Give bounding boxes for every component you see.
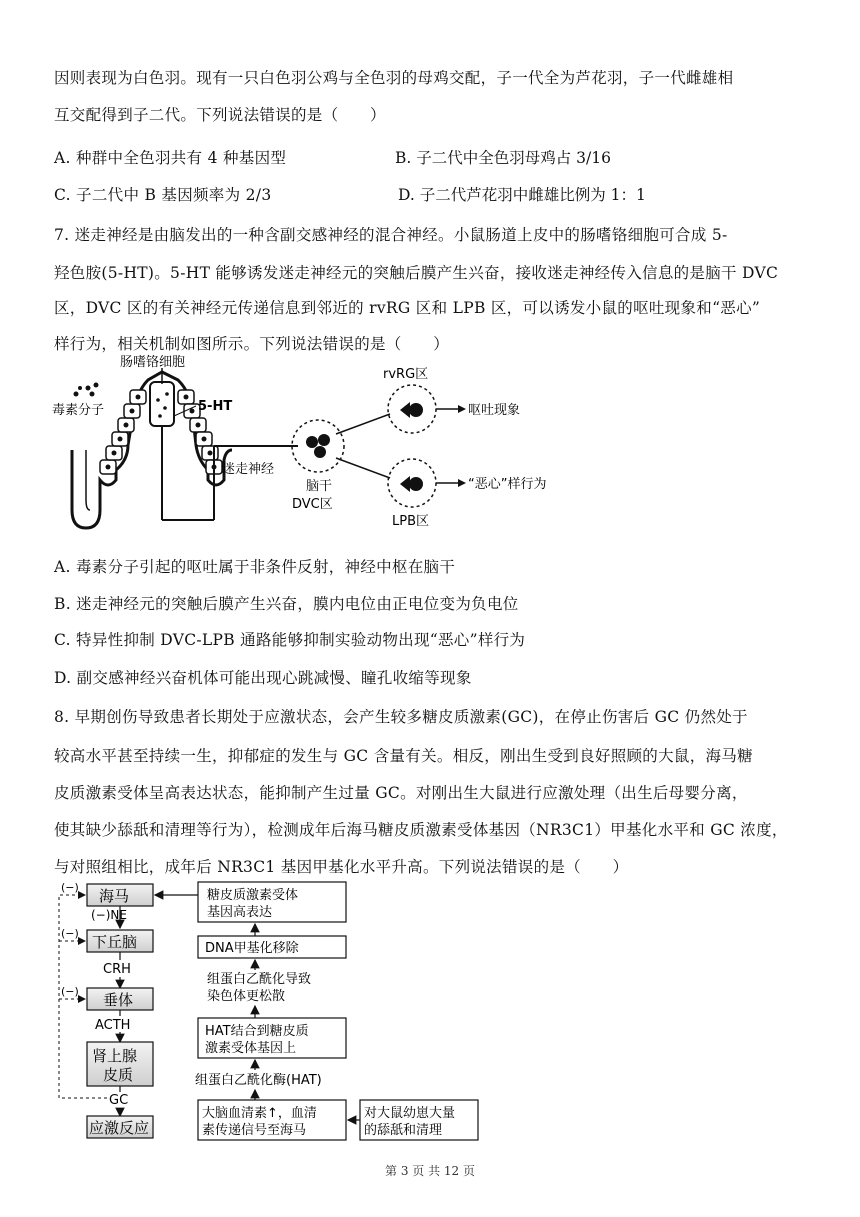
label-rvrg: rvRG区 bbox=[383, 367, 429, 382]
r4a-label: HAT结合到糖皮质 bbox=[205, 1024, 309, 1039]
neg-ne-label: (−)NE bbox=[91, 908, 127, 922]
q7-line-2: 羟色胺(5-HT)。5-HT 能够诱发迷走神经元的突触后膜产生兴奋，接收迷走神经传入信息的是脑干 DVC bbox=[54, 264, 779, 282]
q7-line-3: 区，DVC 区的有关神经元传递信息到邻近的 rvRG 区和 LPB 区，可以诱发小鼠的呕吐现象和“恶心” bbox=[54, 299, 761, 317]
r4b-label: 激素受体基因上 bbox=[205, 1041, 297, 1056]
label-lpb: LPB区 bbox=[392, 514, 430, 529]
label-vomiting: 呕吐现象 bbox=[468, 403, 521, 418]
q8-line-4: 使其缺少舔舐和清理等行为），检测成年后海马糖皮质激素受体基因（NR3C1）甲基化水平和 GC 浓度， bbox=[54, 821, 788, 839]
r3b-label: 染色体更松散 bbox=[207, 989, 286, 1004]
hypothalamus-label: 下丘脑 bbox=[92, 933, 138, 951]
gc-label: GC bbox=[109, 1093, 129, 1108]
r7a-label: 对大鼠幼崽大量 bbox=[364, 1106, 456, 1121]
q8-line-1: 8. 早期创伤导致患者长期处于应激状态，会产生较多糖皮质激素(GC)，在停止伤害后 GC 仍然处于 bbox=[54, 708, 748, 726]
toxin-dots-icon bbox=[74, 383, 99, 397]
acth-label: ACTH bbox=[95, 1018, 131, 1033]
label-dvc: DVC区 bbox=[292, 497, 333, 512]
adrenal-label-1: 肾上腺 bbox=[92, 1047, 138, 1065]
label-5ht: 5-HT bbox=[198, 399, 233, 414]
q7-line-1: 7. 迷走神经是由脑发出的一种含副交感神经的混合神经。小鼠肠道上皮中的肠嗜铬细胞可合成 5- bbox=[54, 226, 728, 244]
neg-label-1: (−) bbox=[61, 881, 79, 894]
r1a-label: 糖皮质激素受体 bbox=[207, 888, 299, 903]
q7-option-d: D. 副交感神经兴奋机体可能出现心跳减慢、瞳孔收缩等现象 bbox=[54, 669, 472, 687]
q8-figure bbox=[55, 880, 485, 1142]
q7-option-a: A. 毒素分子引起的呕吐属于非条件反射，神经中枢在脑干 bbox=[54, 558, 456, 576]
label-enterochromaffin-cells: 肠嗜铬细胞 bbox=[120, 355, 186, 370]
neg-label-3: (−) bbox=[61, 985, 79, 998]
r2-label: DNA甲基化移除 bbox=[205, 941, 299, 956]
q7-figure bbox=[50, 350, 610, 540]
q6-option-b: B. 子二代中全色羽母鸡占 3/16 bbox=[395, 149, 611, 167]
label-vagus-nerve: 迷走神经 bbox=[222, 462, 275, 477]
r5-label: 组蛋白乙酰化酶(HAT) bbox=[195, 1073, 322, 1088]
r1b-label: 基因高表达 bbox=[207, 905, 273, 920]
crh-label: CRH bbox=[103, 962, 131, 977]
q6-option-a: A. 种群中全色羽共有 4 种基因型 bbox=[54, 149, 287, 167]
r6b-label: 素传递信号至海马 bbox=[202, 1123, 307, 1138]
q7-line-4: 样行为，相关机制如图所示。下列说法错误的是（ ） bbox=[54, 335, 450, 353]
adrenal-label-2: 皮质 bbox=[103, 1066, 134, 1084]
q6-line-1: 因则表现为白色羽。现有一只白色羽公鸡与全色羽的母鸡交配，子一代全为芦花羽，子一代雌雄相 bbox=[54, 69, 734, 87]
q8-line-2: 较高水平甚至持续一生，抑郁症的发生与 GC 含量有关。相反，刚出生受到良好照顾的大鼠，海马糖 bbox=[54, 747, 753, 765]
r6a-label: 大脑血清素↑，血清 bbox=[202, 1106, 317, 1121]
label-nausea: “恶心”样行为 bbox=[468, 477, 547, 492]
q6-option-d: D. 子二代芦花羽中雌雄比例为 1：1 bbox=[398, 186, 646, 204]
q7-option-b: B. 迷走神经元的突触后膜产生兴奋，膜内电位由正电位变为负电位 bbox=[54, 595, 519, 613]
q6-line-2: 互交配得到子二代。下列说法错误的是（ ） bbox=[54, 106, 386, 124]
neg-label-2: (−) bbox=[61, 927, 79, 940]
pituitary-label: 垂体 bbox=[103, 991, 134, 1009]
label-brainstem: 脑干 bbox=[306, 479, 333, 494]
q8-line-3: 皮质激素受体呈高表达状态，能抑制产生过量 GC。对刚出生大鼠进行应激处理（出生后母婴分离， bbox=[54, 784, 748, 802]
q7-option-c: C. 特异性抑制 DVC-LPB 通路能够抑制实验动物出现“恶心”样行为 bbox=[54, 631, 526, 649]
hippocampus-label: 海马 bbox=[99, 887, 130, 905]
q6-option-c: C. 子二代中 B 基因频率为 2/3 bbox=[54, 186, 272, 204]
q8-line-5: 与对照组相比，成年后 NR3C1 基因甲基化水平升高。下列说法错误的是（ ） bbox=[54, 858, 629, 876]
stress-response-label: 应激反应 bbox=[89, 1119, 150, 1137]
r7b-label: 的舔舐和清理 bbox=[364, 1123, 443, 1138]
page-footer: 第 3 页 共 12 页 bbox=[385, 1164, 475, 1178]
r3a-label: 组蛋白乙酰化导致 bbox=[207, 972, 312, 987]
label-toxin-molecules: 毒素分子 bbox=[52, 403, 105, 418]
